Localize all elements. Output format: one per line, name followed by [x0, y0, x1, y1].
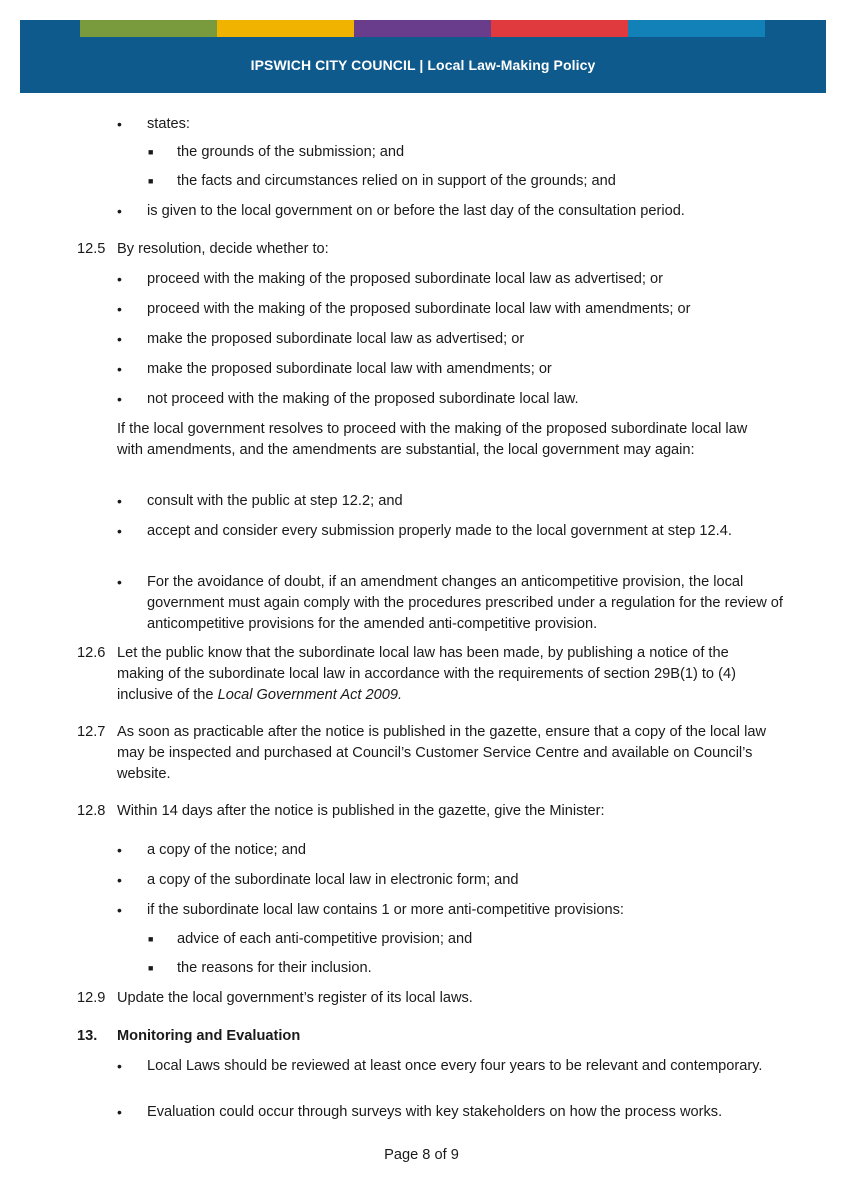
list-item: For the avoidance of doubt, if an amendment changes an anticompetitive provision, the local government must again comply with the procedures prescribed under a regulation for the review of anticompetitive provisions for the amended anti-competitive provision.	[147, 574, 783, 632]
bullet-icon: •	[117, 523, 122, 539]
list-item: Evaluation could occur through surveys with key stakeholders on how the process works.	[147, 1104, 723, 1120]
bullet-icon: •	[117, 391, 122, 407]
section-12-7-text: As soon as practicable after the notice is published in the gazette, ensure that a copy of the local law may be inspected and purchased at Council’s Customer Service Centre and available on Council’s website.	[117, 724, 767, 782]
list-item: accept and consider every submission properly made to the local government at step 12.4.	[147, 523, 732, 539]
bullet-icon: •	[117, 902, 122, 918]
section-12-5-paragraph: If the local government resolves to proceed with the making of the proposed subordinate local law with amendments, and the amendments are substantial, the local government may again:	[117, 421, 748, 458]
bullet-icon: •	[117, 842, 122, 858]
section-number: 12.5	[77, 241, 106, 257]
bullet-icon: •	[117, 203, 122, 219]
list-item: proceed with the making of the proposed subordinate local law as advertised; or	[147, 271, 663, 287]
list-item-given: is given to the local government on or before the last day of the consultation period.	[147, 203, 685, 219]
act-title: Local Government Act 2009.	[217, 687, 403, 703]
bullet-icon: •	[117, 1058, 122, 1074]
section-12-9-text: Update the local government’s register of its local laws.	[117, 990, 473, 1006]
list-item: a copy of the notice; and	[147, 842, 307, 858]
bullet-icon: •	[117, 574, 122, 590]
list-item: consult with the public at step 12.2; and	[147, 493, 403, 509]
section-12-6-text	[117, 643, 767, 706]
section-number: 12.7	[77, 724, 106, 740]
bullet-icon: •	[117, 493, 122, 509]
bullet-icon: •	[117, 271, 122, 287]
list-item: proceed with the making of the proposed subordinate local law with amendments; or	[147, 301, 691, 317]
list-item: make the proposed subordinate local law with amendments; or	[147, 361, 552, 377]
section-12-6-body: Let the public know that the subordinate local law has been made, by publishing a notice of the making of the subordinate local law in accordance with the requirements of section 29B(1) to (4) inclusive of the	[117, 645, 736, 703]
list-item: advice of each anti-competitive provision; and	[177, 931, 473, 947]
square-bullet-icon: ■	[148, 934, 154, 944]
list-item-grounds: the grounds of the submission; and	[177, 144, 405, 160]
square-bullet-icon: ■	[148, 176, 154, 186]
bullet-icon: •	[117, 872, 122, 888]
bullet-icon: •	[117, 301, 122, 317]
color-stripes	[80, 20, 765, 37]
section-number: 12.8	[77, 803, 106, 819]
section-number: 13.	[77, 1028, 98, 1044]
list-item: a copy of the subordinate local law in electronic form; and	[147, 872, 519, 888]
section-12-5-text: By resolution, decide whether to:	[117, 241, 329, 257]
list-item-states: states:	[147, 116, 190, 132]
list-item: the reasons for their inclusion.	[177, 960, 372, 976]
page-number: Page 8 of 9	[384, 1147, 459, 1163]
square-bullet-icon: ■	[148, 963, 154, 973]
bullet-icon: •	[117, 361, 122, 377]
list-item: Local Laws should be reviewed at least once every four years to be relevant and contemporary.	[147, 1058, 763, 1074]
section-12-8-text: Within 14 days after the notice is published in the gazette, give the Minister:	[117, 803, 605, 819]
stripe-blue	[628, 20, 765, 37]
bullet-icon: •	[117, 331, 122, 347]
bullet-icon: •	[117, 1104, 122, 1120]
stripe-yellow	[217, 20, 354, 37]
list-item-facts: the facts and circumstances relied on in support of the grounds; and	[177, 173, 616, 189]
stripe-purple	[354, 20, 491, 37]
list-item: if the subordinate local law contains 1 or more anti-competitive provisions:	[147, 902, 624, 918]
list-item: not proceed with the making of the proposed subordinate local law.	[147, 391, 579, 407]
square-bullet-icon: ■	[148, 147, 154, 157]
bullet-icon: •	[117, 116, 122, 132]
list-item: make the proposed subordinate local law as advertised; or	[147, 331, 525, 347]
section-number: 12.6	[77, 645, 106, 661]
stripe-green	[80, 20, 217, 37]
header-title: IPSWICH CITY COUNCIL | Local Law-Making Policy	[250, 57, 596, 73]
stripe-red	[491, 20, 628, 37]
header-banner	[20, 20, 826, 93]
section-heading: Monitoring and Evaluation	[117, 1028, 301, 1044]
section-number: 12.9	[77, 990, 106, 1006]
